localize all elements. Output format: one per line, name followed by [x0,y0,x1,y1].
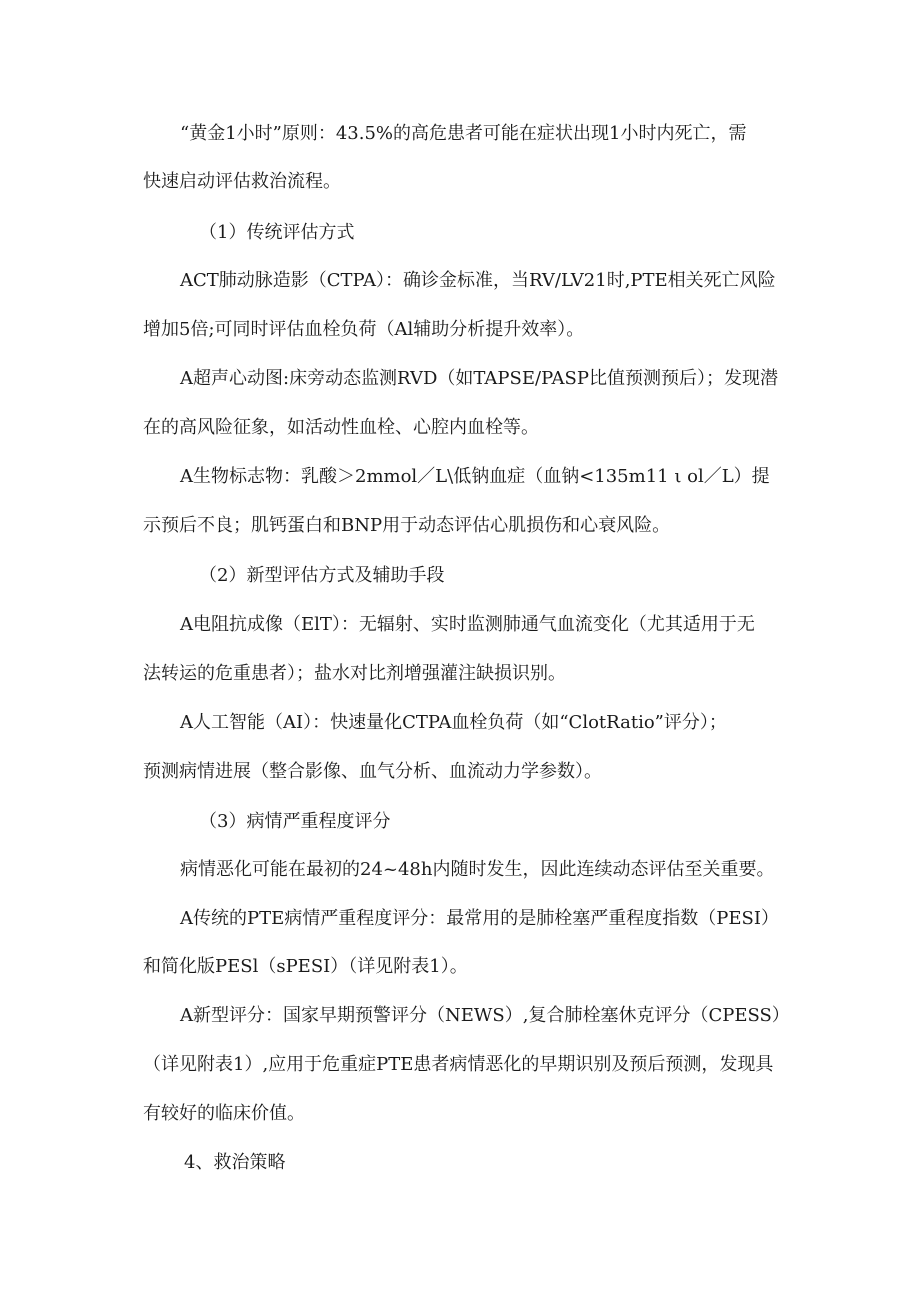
paragraph-new-scores-line-3: 有较好的临床价值。 [143,1103,305,1124]
paragraph-new-scores-line-1: A新型评分：国家早期预警评分（NEWS）,复合肺栓塞休克评分（CPESS） [180,1005,790,1026]
paragraph-ctpa-line-2: 增加5倍;可同时评估血栓负荷（Al辅助分析提升效率）。 [143,319,585,340]
paragraph-deterioration: 病情恶化可能在最初的24~48h内随时发生，因此连续动态评估至关重要。 [180,859,775,880]
paragraph-echocardiography-line-1: A超声心动图:床旁动态监测RVD（如TAPSE/PASP比值预测预后）；发现潜 [180,368,778,389]
paragraph-ctpa-line-1: ACT肺动脉造影（CTPA）：确诊金标准，当RV/LV21时,PTE相关死亡风险 [180,270,776,291]
paragraph-pesi-line-2: 和简化版PESl（sPESI）（详见附表1）。 [143,956,468,977]
paragraph-ai-line-1: A人工智能（AI）：快速量化CTPA血栓负荷（如“ClotRatio”评分）； [180,712,727,733]
paragraph-pesi-line-1: A传统的PTE病情严重程度评分：最常用的是肺栓塞严重程度指数（PESI） [180,908,779,929]
paragraph-biomarkers-line-2: 示预后不良；肌钙蛋白和BNP用于动态评估心肌损伤和心衰风险。 [143,515,671,536]
section-heading-severity-score: （3）病情严重程度评分 [199,811,391,832]
paragraph-new-scores-line-2: （详见附表1）,应用于危重症PTE患者病情恶化的早期识别及预后预测，发现具 [143,1054,774,1075]
section-heading-new-assessment: （2）新型评估方式及辅助手段 [199,565,445,586]
section-heading-treatment-strategy: 4、救治策略 [184,1152,286,1173]
paragraph-eit-line-2: 法转运的危重患者）；盐水对比剂增强灌注缺损识别。 [143,663,566,684]
paragraph-golden-hour-line-2: 快速启动评估救治流程。 [143,171,341,192]
paragraph-golden-hour-line-1: “黄金1小时”原则：43.5%的高危患者可能在症状出现1小时内死亡，需 [180,123,747,144]
paragraph-biomarkers-line-1: A生物标志物：乳酸＞2mmol／L\低钠血症（血钠<135m11 ι ol／L）提 [180,466,770,487]
section-heading-traditional-assessment: （1）传统评估方式 [199,222,355,243]
paragraph-eit-line-1: A电阻抗成像（ElT）：无辐射、实时监测肺通气血流变化（尤其适用于无 [180,614,755,635]
paragraph-ai-line-2: 预测病情进展（整合影像、血气分析、血流动力学参数）。 [143,761,602,782]
paragraph-echocardiography-line-2: 在的高风险征象，如活动性血栓、心腔内血栓等。 [143,417,539,438]
